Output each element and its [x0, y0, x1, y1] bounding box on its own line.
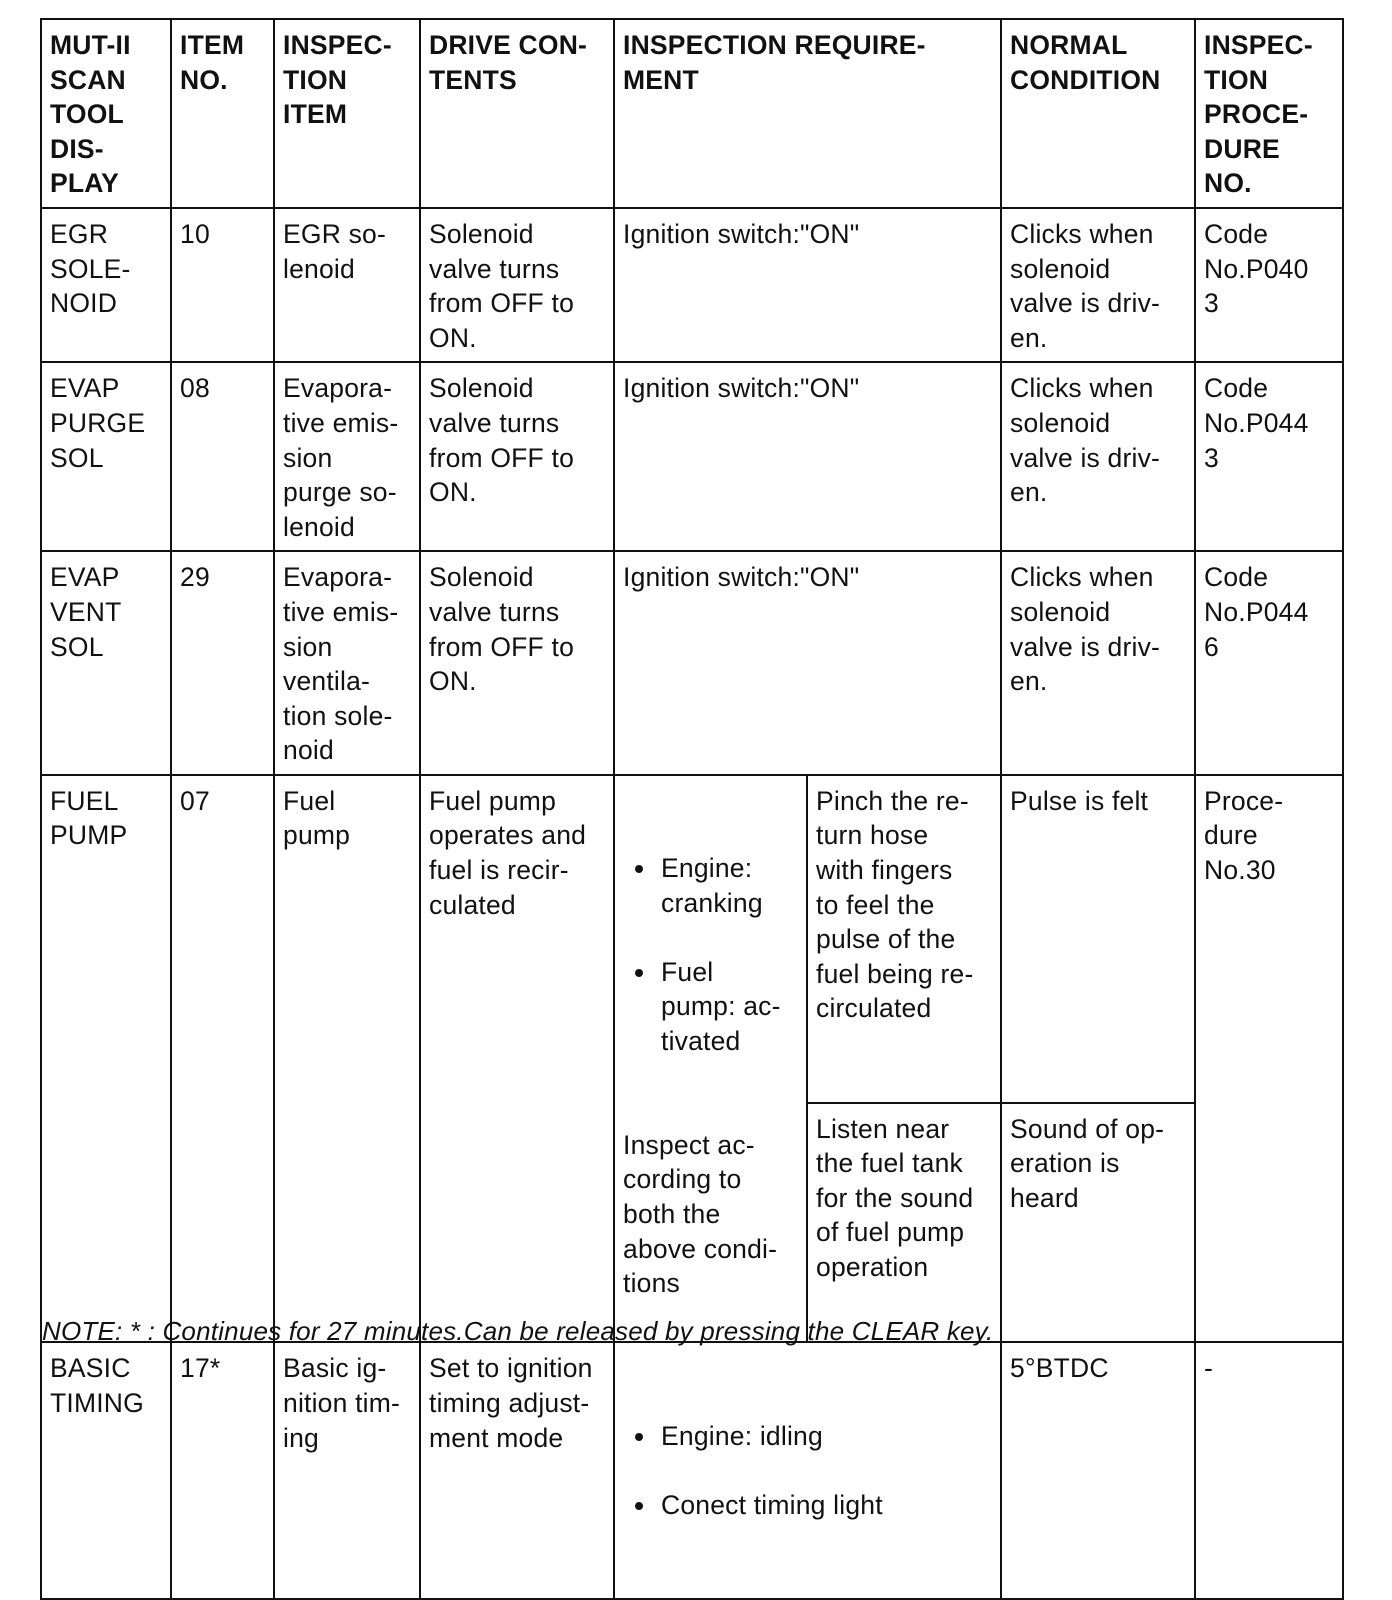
requirement-cell: Ignition switch:"ON"	[614, 362, 1001, 551]
actuator-test-table	[40, 18, 1344, 1600]
header-inspection-item: INSPEC- TION ITEM	[274, 19, 420, 208]
condition-list	[623, 1384, 996, 1557]
condition-item: Conect timing light	[623, 1488, 996, 1523]
header-drive-contents: DRIVE CON- TENTS	[420, 19, 614, 208]
drive-contents-cell: Solenoid valve turns from OFF to ON.	[420, 208, 614, 362]
procedure-cell: Proce- dure No.30	[1195, 775, 1343, 1343]
inspection-item-cell: EGR so- lenoid	[274, 208, 420, 362]
procedure-cell: Code No.P040 3	[1195, 208, 1343, 362]
normal-condition-cell: Sound of op- eration is heard	[1001, 1103, 1195, 1343]
item-no-cell: 29	[171, 551, 274, 775]
item-no-cell: 07	[171, 775, 274, 1343]
condition-note: Inspect ac- cording to both the above condi- tions	[623, 1129, 778, 1299]
check-method-cell: Listen near the fuel tank for the sound of fuel pump operation	[807, 1103, 1001, 1343]
condition-item: Engine: cranking	[623, 851, 802, 920]
condition-list	[623, 816, 802, 1093]
table-row	[41, 208, 1343, 362]
inspection-item-cell: Fuel pump	[274, 775, 420, 1343]
header-inspection-requirement: INSPECTION REQUIRE- MENT	[614, 19, 1001, 208]
normal-condition-cell: 5°BTDC	[1001, 1342, 1195, 1598]
header-row	[41, 19, 1343, 208]
drive-contents-cell: Set to ignition timing adjust- ment mode	[420, 1342, 614, 1598]
inspection-item-cell: Evapora- tive emis- sion purge so- lenoid	[274, 362, 420, 551]
requirement-cell	[614, 1342, 1001, 1598]
drive-contents-cell: Solenoid valve turns from OFF to ON.	[420, 551, 614, 775]
requirement-cell: Ignition switch:"ON"	[614, 208, 1001, 362]
display-cell: FUEL PUMP	[41, 775, 171, 1343]
table-row	[41, 1342, 1343, 1598]
item-no-cell: 08	[171, 362, 274, 551]
drive-contents-cell: Fuel pump operates and fuel is recir- culated	[420, 775, 614, 1343]
check-method-cell: Pinch the re- turn hose with fingers to feel the pulse of the fuel being re- circulated	[807, 775, 1001, 1103]
inspection-item-cell: Evapora- tive emis- sion ventila- tion sole- noid	[274, 551, 420, 775]
condition-item: Fuel pump: ac- tivated	[623, 955, 802, 1059]
drive-contents-cell: Solenoid valve turns from OFF to ON.	[420, 362, 614, 551]
table-row	[41, 551, 1343, 775]
condition-item: Engine: idling	[623, 1419, 996, 1454]
header-item-no: ITEM NO.	[171, 19, 274, 208]
item-no-cell: 17*	[171, 1342, 274, 1598]
normal-condition-cell: Pulse is felt	[1001, 775, 1195, 1103]
normal-condition-cell: Clicks when solenoid valve is driv- en.	[1001, 551, 1195, 775]
procedure-cell: Code No.P044 3	[1195, 362, 1343, 551]
display-cell: EVAP PURGE SOL	[41, 362, 171, 551]
display-cell: EVAP VENT SOL	[41, 551, 171, 775]
footnote: NOTE: * : Continues for 27 minutes.Can be released by pressing the CLEAR key.	[42, 1316, 994, 1346]
inspection-item-cell: Basic ig- nition tim- ing	[274, 1342, 420, 1598]
item-no-cell: 10	[171, 208, 274, 362]
header-scan-tool-display: MUT-II SCAN TOOL DIS- PLAY	[41, 19, 171, 208]
table-row-fuel-pump	[41, 775, 1343, 1103]
header-procedure-no: INSPEC- TION PROCE- DURE NO.	[1195, 19, 1343, 208]
display-cell: EGR SOLE- NOID	[41, 208, 171, 362]
normal-condition-cell: Clicks when solenoid valve is driv- en.	[1001, 208, 1195, 362]
requirement-cell: Ignition switch:"ON"	[614, 551, 1001, 775]
procedure-cell: -	[1195, 1342, 1343, 1598]
procedure-cell: Code No.P044 6	[1195, 551, 1343, 775]
normal-condition-cell: Clicks when solenoid valve is driv- en.	[1001, 362, 1195, 551]
requirement-conditions-cell	[614, 775, 807, 1343]
header-normal-condition: NORMAL CONDITION	[1001, 19, 1195, 208]
table-row	[41, 362, 1343, 551]
display-cell: BASIC TIMING	[41, 1342, 171, 1598]
